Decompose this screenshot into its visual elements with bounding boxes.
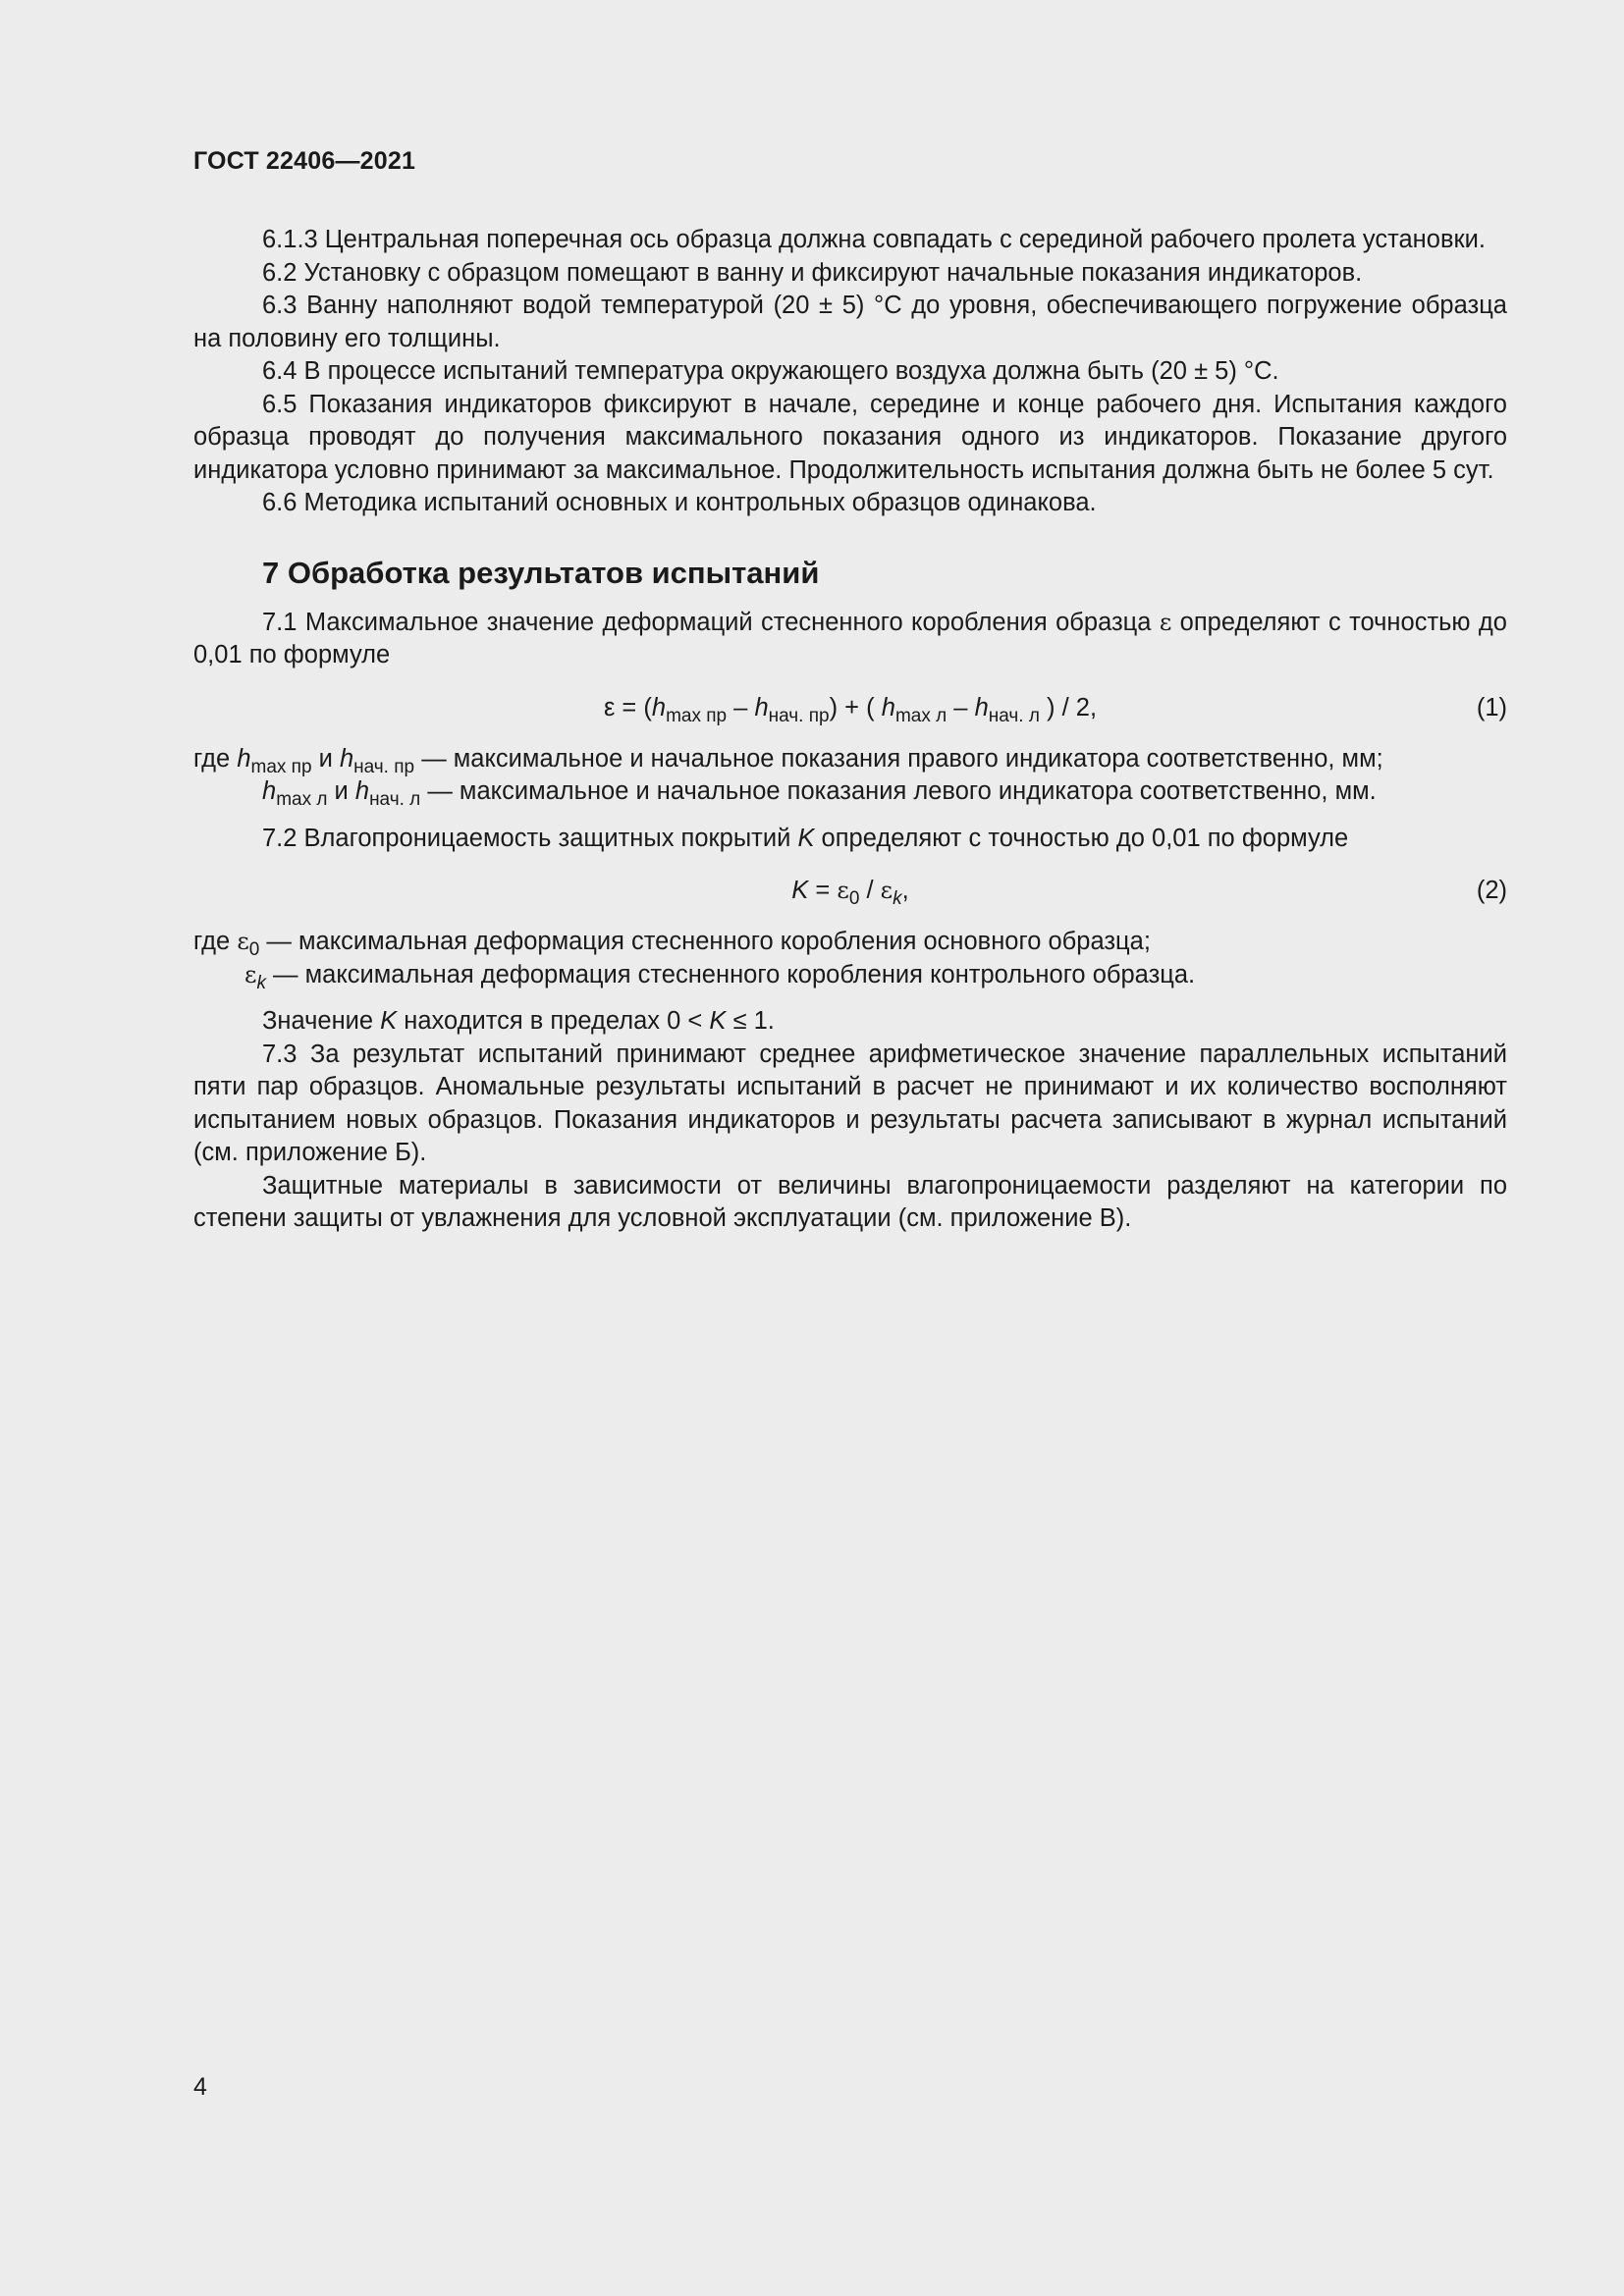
formula-2: $K = \varepsilon_0 / \varepsilon_k$, (2) (193, 873, 1507, 908)
formula-1: $\varepsilon = (h_{max пр} - h_{нач. пр})$ + ( $h_{max л} - h_{нач. л}$ ) / 2, (1) (193, 690, 1507, 725)
paragraph-7-3: 7.3 За результат испытаний принимают среднее арифметическое значение параллельных испытаний пяти пар образцов. Аномальные результаты испытаний в расчет не принимают и их количество восполняют испытанием новых образцов. Показания индикаторов и результаты расчета записывают в журнал испытаний (см. приложение Б). (193, 1040, 1507, 1166)
section-7-heading: 7 Обработка результатов испытаний (262, 555, 820, 590)
document-body (193, 224, 1507, 1236)
where-1-line-1: где $h_{max пр}$ и $h_{нач. пр}$ — максимальное и начальное показания правого индикатора соответственно, мм; (193, 744, 1383, 777)
epsilon-symbol: ε (1159, 608, 1172, 636)
paragraph-6-5: 6.5 Показания индикаторов фиксируют в начале, середине и конце рабочего дня. Испытания каждого образца проводят до получения максимального показания одного из индикаторов. Показание другого индикатора условно принимают за максимальное. Продолжительность испытания должна быть не более 5 сут. (193, 390, 1507, 484)
formula-1-number: (1) (1476, 693, 1507, 721)
where-2-line-2: $\varepsilon_k$ — максимальная деформация стесненного коробления контрольного образца. (244, 960, 1196, 993)
paragraph-6-1-3: 6.1.3 Центральная поперечная ось образца должна совпадать с серединой рабочего пролета установки. (262, 226, 1486, 253)
where-1-line-2: $h_{max л}$ и $h_{нач. л}$ — максимальное и начальное показания левого индикатора соответственно, мм. (262, 777, 1377, 810)
paragraph-6-2: 6.2 Установку с образцом помещают в ванну и фиксируют начальные показания индикаторов. (262, 258, 1363, 287)
paragraph-categories: Защитные материалы в зависимости от величины влагопроницаемости разделяют на категории по степени защиты от увлажнения для условной эксплуатации (см. приложение В). (193, 1171, 1507, 1232)
formula-2-number: (2) (1476, 877, 1507, 904)
paragraph-7-1: 7.1 Максимальное значение деформаций стесненного коробления образца ε определяют с точностью до 0,01 по формуле (193, 608, 1507, 668)
paragraph-6-3: 6.3 Ванну наполняют водой температурой (20 ± 5) °С до уровня, обеспечивающего погружение образца на половину его толщины. (193, 292, 1507, 352)
where-2-line-1: где $\varepsilon_0$ — максимальная деформация стесненного коробления основного образца; (193, 928, 1151, 960)
paragraph-6-6: 6.6 Методика испытаний основных и контрольных образцов одинакова. (262, 489, 1097, 516)
document-header: ГОСТ 22406—2021 (193, 147, 416, 175)
paragraph-7-2: 7.2 Влагопроницаемость защитных покрытий K определяют с точностью до 0,01 по формуле (262, 824, 1349, 852)
page-number: 4 (193, 2073, 207, 2101)
paragraph-6-4: 6.4 В процессе испытаний температура окружающего воздуха должна быть (20 ± 5) °С. (262, 357, 1279, 385)
paragraph-k-range: Значение K находится в пределах 0 < K ≤ 1. (262, 1007, 775, 1035)
